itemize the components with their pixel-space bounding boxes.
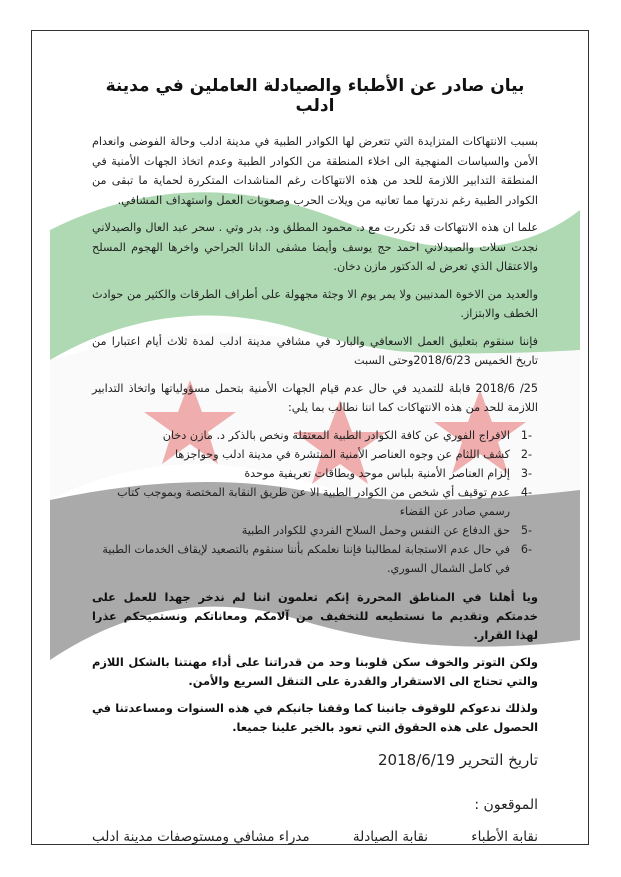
paragraph-intro: بسبب الانتهاكات المتزايدة التي تتعرض لها الكوادر الطبية في مدينة ادلب وحالة الفوضى وانعدام الأمن والسياسات المنهجية الى اخلاء المنطقة من الكوادر الطبية وعدم اتخاذ الجهات الأمنية في المنطقة التدابير اللازمة للحد من هذه الانتهاكات رغم المناشدات المتكررة لحماية ما تبقى من الكوادر الطبية رغم ندرتها مما تعانيه من ويلات الحرب وصعوبات العمل واستهداف المشافي. [92,135,538,207]
paragraph-suspension: فإننا سنقوم بتعليق العمل الاسعافي والبارد في مشافي مدينة ادلب لمدة ثلاث أيام اعتبارا من تاريخ الخميس 2018/6/23وحتى السبت [92,334,538,367]
demand-text: كشف اللثام عن وجوه العناصر الأمنية المنتشرة في مدينة ادلب وحواجزها [175,447,510,461]
signatory-hospital-directors: مدراء مشافي ومستوصفات مدينة ادلب [92,828,310,845]
signatory-pharmacists-syndicate: نقابة الصيادلة [352,828,429,845]
closing-paragraph-fear: ولكن التوتر والخوف سكن قلوبنا وحد من قدراتنا على أداء مهنتنا بالشكل اللازم والتي تحتاج الى الاستقرار والقدرة على التنقل السريع والأمن. [92,654,538,688]
demand-text: عدم توقيف أي شخص من الكوادر الطبية الا عن طريق النقابة المختصة وبموجب كتاب رسمي صادر عن القضاء [117,485,510,518]
paragraph-extension: 25/ 2018/6 قابلة للتمديد في حال عدم قيام الجهات الأمنية بتحمل مسؤولياتها واتخاذ التدابير اللازمة للحد من هذه الانتهاكات كما اننا نطالب بما يلي: [92,381,538,414]
list-item [92,464,532,483]
demand-number: -1 [520,428,532,442]
demand-number: -3 [520,466,532,480]
signatory-doctors-syndicate: نقابة الأطباء [471,828,538,845]
statement-body [92,76,538,845]
list-item [92,483,532,521]
closing-paragraph-call: ولذلك ندعوكم للوقوف جانبنا كما وقفنا جانبكم في هذه السنوات ومساعدتنا في الحصول على هذه الحقوق التي تعود بالخير علينا جميعا. [92,700,538,734]
demands-list [92,426,538,578]
list-item [92,540,532,578]
list-item [92,445,532,464]
list-item [92,521,532,540]
closing-paragraph-apology: ويا أهلنا في المناطق المحررة إنكم تعلمون اننا لم ندخر جهدا للعمل على خدمتكم وتقديم ما نستطيعه للتخفيف من آلامكم ومعاناتكم ونستميحكم عذرا لهذا القرار. [92,589,538,642]
paragraph-violations: علما ان هذه الانتهاكات قد تكررت مع د. محمود المطلق ود. بدر وتي . سحر عبد العال والصيدلاني نجدت سلات والصيدلاني احمد حج يوسف وأيضا مشفى الدانا الجراحي واخرها الهجوم المسلح والاعتقال الذي تعرض له الدكتور مازن دخان. [92,221,538,273]
statement-title: بيان صادر عن الأطباء والصيادلة العاملين في مدينة ادلب [105,76,525,116]
editing-date: تاريخ التحرير 2018/6/19 [378,750,538,769]
demand-text: في حال عدم الاستجابة لمطالبنا فإننا نعلمكم بأننا سنقوم بالتصعيد لإيقاف الخدمات الطبية في كامل الشمال السوري. [102,542,510,575]
demand-text: حق الدفاع عن النفس وحمل السلاح الفردي للكوادر الطبية [241,523,510,537]
demand-number: -6 [520,542,532,556]
list-item [92,426,532,445]
demand-text: إلزام العناصر الأمنية بلباس موحد وبطاقات تعريفية موحدة [244,466,510,480]
paragraph-civilians: والعديد من الاخوة المدنيين ولا يمر يوم الا وجثة مجهولة على أطراف الطرقات والكثير من حوادث الخطف والابتزاز. [92,287,538,320]
signatories-label: الموقعون : [474,796,538,813]
demand-number: -4 [520,485,532,499]
demand-number: -2 [520,447,532,461]
signatories-row [92,829,538,845]
demand-text: الافراج الفوري عن كافة الكوادر الطبية المعتقلة ونخص بالذكر د. مازن دخان [162,428,510,442]
demand-number: -5 [520,523,532,537]
